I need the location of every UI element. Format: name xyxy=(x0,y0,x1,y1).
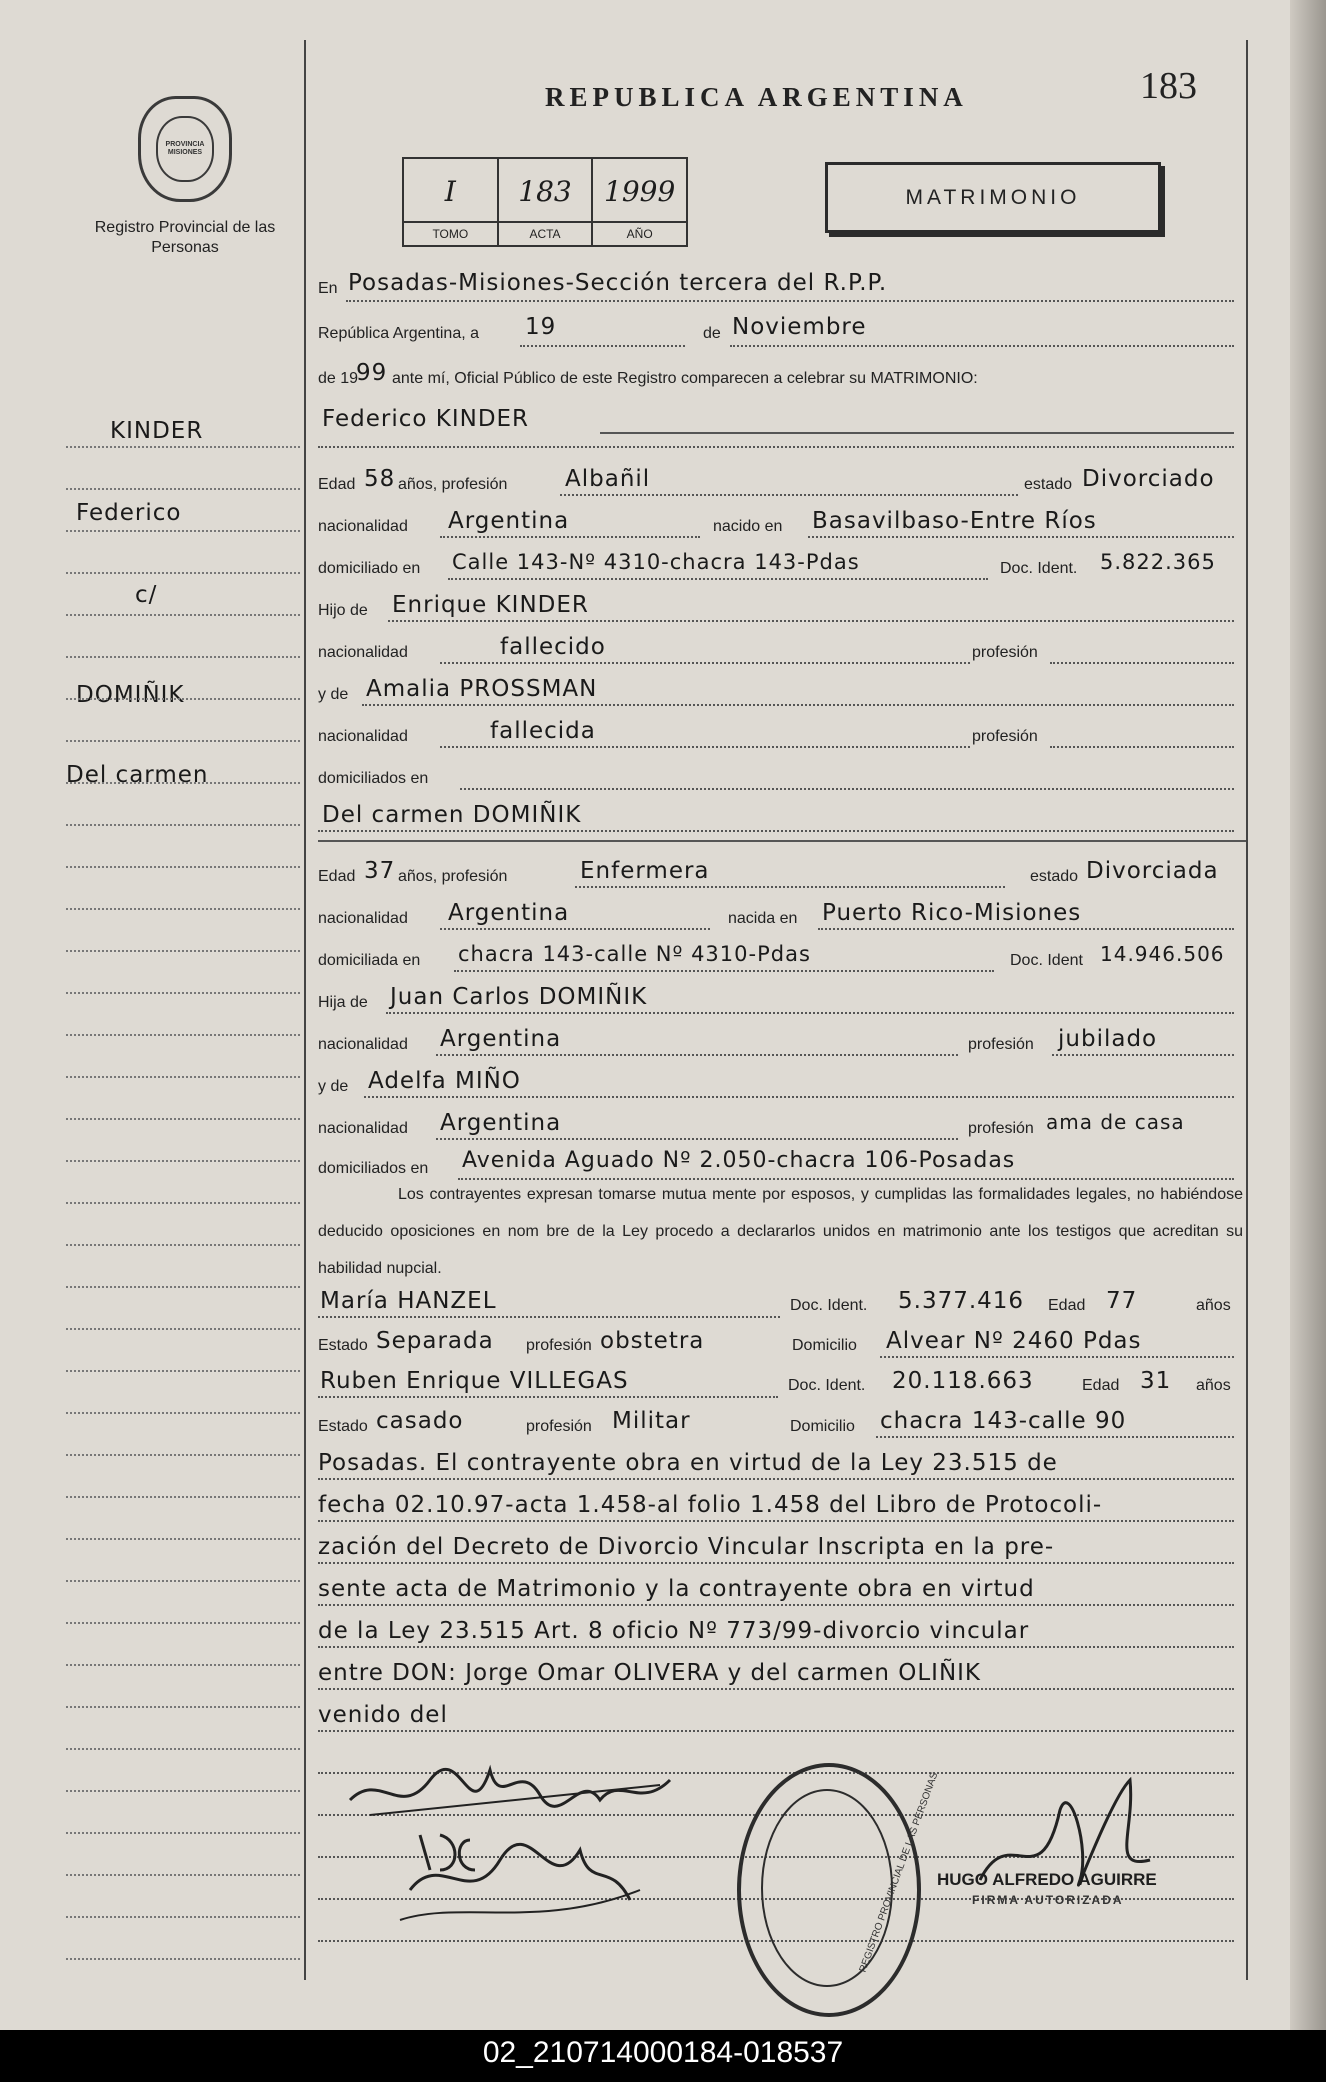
nacionalidad-label: nacionalidad xyxy=(318,1120,408,1137)
margin-line xyxy=(66,1790,300,1792)
profesion-label: profesión xyxy=(526,1337,592,1354)
dotted-line xyxy=(318,1604,1234,1606)
dotted-line xyxy=(440,536,700,538)
margin-line xyxy=(66,572,300,574)
dotted-line xyxy=(346,300,1234,302)
nacionalidad-label: nacionalidad xyxy=(318,728,408,745)
dotted-line xyxy=(1052,1054,1234,1056)
margin-line xyxy=(66,1748,300,1750)
margin-line xyxy=(66,1664,300,1666)
witness-1-domicile: Alvear Nº 2460 Pdas xyxy=(886,1328,1142,1354)
dotted-line xyxy=(520,345,685,347)
witness-1-name: María HANZEL xyxy=(320,1288,497,1314)
dotted-line xyxy=(448,578,988,580)
note-line: entre DON: Jorge Omar OLIVERA y del carmen OLIÑIK xyxy=(318,1660,982,1686)
margin-line xyxy=(66,1454,300,1456)
name-line xyxy=(600,432,1234,434)
republica-label: República Argentina, a xyxy=(318,325,479,342)
margin-line xyxy=(66,1622,300,1624)
acta-label: ACTA xyxy=(499,221,592,245)
nacionalidad-label: nacionalidad xyxy=(318,644,408,661)
margin-surname-2: DOMIÑIK xyxy=(76,682,185,708)
estado-label: estado xyxy=(1030,868,1079,885)
margin-connector: c/ xyxy=(135,582,158,608)
witness-2-domicile: chacra 143-calle 90 xyxy=(880,1408,1127,1434)
margin-line xyxy=(66,530,300,532)
tomo-label: TOMO xyxy=(404,221,497,245)
margin-line xyxy=(66,992,300,994)
margin-divider-line xyxy=(304,40,306,1980)
note-line: Posadas. El contrayente obra en virtud de la Ley 23.515 de xyxy=(318,1450,1058,1476)
note-line: de la Ley 23.515 Art. 8 oficio Nº 773/99-divorcio vincular xyxy=(318,1618,1030,1644)
estado-label: estado xyxy=(1024,476,1073,493)
nacionalidad-label: nacionalidad xyxy=(318,910,408,927)
registry-stamp xyxy=(737,1763,941,2017)
dotted-line xyxy=(318,830,1234,832)
registration-day: 19 xyxy=(525,314,557,340)
dotted-line xyxy=(440,746,970,748)
dotted-line xyxy=(436,1054,958,1056)
dotted-line xyxy=(560,494,1018,496)
groom-doc: 5.822.365 xyxy=(1100,550,1216,574)
doc-ident-label: Doc. Ident xyxy=(1010,952,1083,969)
anos-profesion-label: años, profesión xyxy=(398,868,508,885)
official-caption: FIRMA AUTORIZADA xyxy=(972,1893,1124,1907)
margin-line xyxy=(66,614,300,616)
witness-2-doc: 20.118.663 xyxy=(892,1368,1034,1394)
note-line: zación del Decreto de Divorcio Vincular Inscripta en la pre- xyxy=(318,1534,1055,1560)
bride-father-nationality: Argentina xyxy=(440,1026,562,1052)
margin-line xyxy=(66,1496,300,1498)
groom-mother: Amalia PROSSMAN xyxy=(366,676,598,702)
dotted-line xyxy=(454,970,994,972)
dotted-line xyxy=(575,886,1005,888)
groom-father-nationality: fallecido xyxy=(500,634,606,660)
nacionalidad-label: nacionalidad xyxy=(318,1036,408,1053)
stamp-text: REGISTRO PROVINCIAL DE LAS PERSONAS xyxy=(857,1771,941,1974)
dotted-line xyxy=(318,1520,1234,1522)
margin-line xyxy=(66,782,300,784)
groom-mother-nationality: fallecida xyxy=(490,718,596,744)
margin-line xyxy=(66,1118,300,1120)
page-number: 183 xyxy=(1140,65,1197,107)
margin-line xyxy=(66,1412,300,1414)
image-code: 02_210714000184-018537 xyxy=(482,2036,844,2069)
nacionalidad-label: nacionalidad xyxy=(318,518,408,535)
groom-domicile: Calle 143-Nº 4310-chacra 143-Pdas xyxy=(452,550,860,574)
margin-line xyxy=(66,1160,300,1162)
profesion-label: profesión xyxy=(968,1120,1034,1137)
margin-line xyxy=(66,656,300,658)
witness-1-profession: obstetra xyxy=(600,1328,705,1354)
domiciliado-label: domiciliado en xyxy=(318,560,421,577)
margin-line xyxy=(66,1202,300,1204)
hijo-de-label: Hijo de xyxy=(318,602,368,619)
bride-mother-nationality: Argentina xyxy=(440,1110,562,1136)
margin-line xyxy=(66,1286,300,1288)
registration-year: 99 xyxy=(356,360,388,386)
margin-line xyxy=(66,740,300,742)
bride-mother: Adelfa MIÑO xyxy=(368,1068,521,1094)
legal-statement: Los contrayentes expresan tomarse mutua mente por esposos, y cumplidas las formalidades legales, no habiéndose deducido oposiciones en nom bre de la Ley procedo a declararlos unidos en matrimonio ante los testigos que acreditan su habilidad nupcial. xyxy=(318,1186,1243,1277)
dotted-line xyxy=(1050,662,1234,664)
bride-profession: Enfermera xyxy=(580,858,710,884)
nacido-label: nacido en xyxy=(713,518,783,535)
groom-father: Enrique KINDER xyxy=(392,592,589,618)
margin-line xyxy=(66,1538,300,1540)
margin-line xyxy=(66,1034,300,1036)
margin-surname-1: KINDER xyxy=(110,418,204,444)
witness-2-estado: casado xyxy=(376,1408,464,1434)
y-de-label: y de xyxy=(318,1078,349,1095)
domicilio-label: Domicilio xyxy=(792,1337,857,1354)
provincial-seal-icon: PROVINCIA MISIONES xyxy=(138,96,232,202)
edad-label: Edad xyxy=(1048,1297,1086,1314)
estado-label: Estado xyxy=(318,1337,368,1354)
witness-2-age: 31 xyxy=(1140,1368,1172,1394)
dotted-line xyxy=(386,1012,1234,1014)
bride-nationality: Argentina xyxy=(448,900,570,926)
note-line: fecha 02.10.97-acta 1.458-al folio 1.458 del Libro de Protocoli- xyxy=(318,1492,1103,1518)
bride-birthplace: Puerto Rico-Misiones xyxy=(822,900,1082,926)
dotted-line xyxy=(876,1436,1234,1438)
dotted-line xyxy=(318,1396,778,1398)
margin-line xyxy=(66,1580,300,1582)
margin-line xyxy=(66,950,300,952)
signatures-drawing xyxy=(340,1740,720,1940)
anos-label: años xyxy=(1196,1297,1231,1314)
doc-ident-label: Doc. Ident. xyxy=(788,1377,866,1394)
edad-label: Edad xyxy=(1082,1377,1120,1394)
acta-value: 183 xyxy=(518,175,572,208)
margin-line xyxy=(66,866,300,868)
tomo-cell xyxy=(404,159,499,245)
note-line: sente acta de Matrimonio y la contrayente obra en virtud xyxy=(318,1576,1035,1602)
witness-2-profession: Militar xyxy=(612,1408,691,1434)
dotted-line xyxy=(440,928,710,930)
margin-line xyxy=(66,1706,300,1708)
domiciliados-label: domiciliados en xyxy=(318,1160,429,1177)
registration-place: Posadas-Misiones-Sección tercera del R.P.P. xyxy=(348,270,888,296)
domiciliados-label: domiciliados en xyxy=(318,770,429,787)
domiciliada-label: domiciliada en xyxy=(318,952,421,969)
bride-age: 37 xyxy=(364,858,396,884)
margin-line xyxy=(66,488,300,490)
dotted-line xyxy=(460,788,1234,790)
witness-1-doc: 5.377.416 xyxy=(898,1288,1025,1314)
bride-doc: 14.946.506 xyxy=(1100,942,1225,966)
bride-mother-profession: ama de casa xyxy=(1046,1110,1185,1134)
margin-line xyxy=(66,824,300,826)
dotted-line xyxy=(440,662,970,664)
margin-line xyxy=(66,1244,300,1246)
bride-father: Juan Carlos DOMIÑIK xyxy=(390,984,648,1010)
dotted-line xyxy=(730,345,1234,347)
nacida-label: nacida en xyxy=(728,910,798,927)
dotted-line xyxy=(1050,746,1234,748)
dotted-line xyxy=(436,1138,958,1140)
tomo-value: I xyxy=(444,175,456,208)
dotted-line xyxy=(364,1096,1234,1098)
ano-cell xyxy=(593,159,686,245)
registration-month: Noviembre xyxy=(732,314,867,340)
groom-estado: Divorciado xyxy=(1082,466,1215,492)
bride-estado: Divorciada xyxy=(1086,858,1219,884)
margin-line xyxy=(66,698,300,700)
margin-line xyxy=(66,1916,300,1918)
acta-reference-box xyxy=(402,157,688,247)
witness-2-name: Ruben Enrique VILLEGAS xyxy=(320,1368,629,1394)
edad-label: Edad xyxy=(318,868,356,885)
dotted-line xyxy=(318,1646,1234,1648)
year-prefix: de 19 xyxy=(318,370,359,387)
anos-label: años xyxy=(1196,1377,1231,1394)
bride-parents-domicile: Avenida Aguado Nº 2.050-chacra 106-Posadas xyxy=(462,1148,1016,1173)
margin-line xyxy=(66,908,300,910)
doc-ident-label: Doc. Ident. xyxy=(790,1297,868,1314)
dotted-line xyxy=(880,1356,1234,1358)
dotted-line xyxy=(318,1478,1234,1480)
groom-birthplace: Basavilbaso-Entre Ríos xyxy=(812,508,1097,534)
page-edge xyxy=(1290,0,1326,2030)
groom-nationality: Argentina xyxy=(448,508,570,534)
profesion-label: profesión xyxy=(526,1418,592,1435)
dotted-line xyxy=(818,928,1234,930)
dotted-line xyxy=(318,1688,1234,1690)
estado-label: Estado xyxy=(318,1418,368,1435)
margin-line xyxy=(66,1874,300,1876)
section-divider xyxy=(318,840,1246,842)
dotted-line xyxy=(318,1316,780,1318)
margin-line xyxy=(66,1370,300,1372)
margin-name-2: Del carmen xyxy=(66,762,209,788)
profesion-label: profesión xyxy=(968,1036,1034,1053)
de-label: de xyxy=(703,325,721,342)
dotted-line xyxy=(808,536,1234,538)
ano-label: AÑO xyxy=(593,221,686,245)
ano-value: 1999 xyxy=(604,175,676,208)
dotted-line xyxy=(318,1562,1234,1564)
bride-signature xyxy=(410,1844,630,1900)
dotted-line xyxy=(388,620,1234,622)
anos-profesion-label: años, profesión xyxy=(398,476,508,493)
doc-ident-label: Doc. Ident. xyxy=(1000,560,1078,577)
profesion-label: profesión xyxy=(972,644,1038,661)
witness-1-estado: Separada xyxy=(376,1328,494,1354)
groom-age: 58 xyxy=(364,466,396,492)
acta-cell xyxy=(499,159,594,245)
bride-full-name: Del carmen DOMIÑIK xyxy=(322,802,582,828)
registry-name: Registro Provincial de las Personas xyxy=(94,219,276,256)
margin-line xyxy=(66,1328,300,1330)
margin-line xyxy=(66,1832,300,1834)
document-type-box: MATRIMONIO xyxy=(825,162,1161,233)
witness-1-age: 77 xyxy=(1106,1288,1138,1314)
y-de-label: y de xyxy=(318,686,349,703)
margin-line xyxy=(66,1076,300,1078)
margin-line xyxy=(66,1958,300,1960)
hija-de-label: Hija de xyxy=(318,994,368,1011)
dotted-line xyxy=(318,446,1234,448)
domicilio-label: Domicilio xyxy=(790,1418,855,1435)
bride-domicile: chacra 143-calle Nº 4310-Pdas xyxy=(458,942,811,966)
note-line: venido del xyxy=(318,1702,448,1728)
appear-text: ante mí, Oficial Público de este Registro comparecen a celebrar su MATRIMONIO: xyxy=(392,370,978,387)
right-border-line xyxy=(1246,40,1248,1980)
edad-label: Edad xyxy=(318,476,356,493)
margin-line xyxy=(66,446,300,448)
country-title: REPUBLICA ARGENTINA xyxy=(545,82,968,112)
dotted-line xyxy=(362,704,1234,706)
margin-name-1: Federico xyxy=(76,500,182,526)
official-name: HUGO ALFREDO AGUIRRE xyxy=(937,1870,1157,1889)
profesion-label: profesión xyxy=(972,728,1038,745)
groom-profession: Albañil xyxy=(565,466,651,492)
dotted-line xyxy=(318,1730,1234,1732)
en-label: En xyxy=(318,280,338,297)
groom-full-name: Federico KINDER xyxy=(322,406,530,432)
bride-father-profession: jubilado xyxy=(1058,1026,1158,1052)
